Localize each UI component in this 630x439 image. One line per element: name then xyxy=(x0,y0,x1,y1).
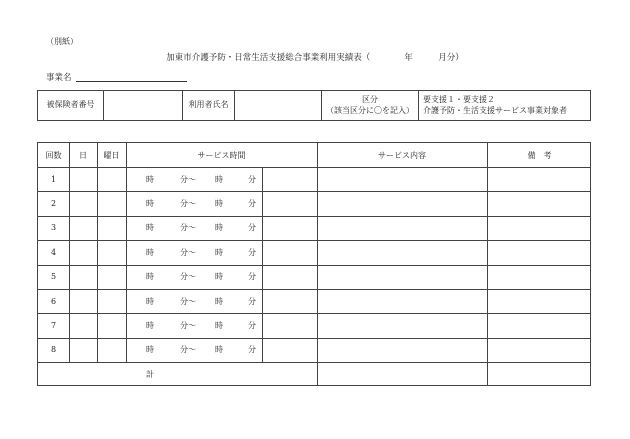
weekday-field[interactable] xyxy=(97,216,126,240)
time-hour-unit: 時 xyxy=(146,247,154,257)
user-name-field[interactable] xyxy=(235,91,322,120)
time-hour-unit: 時 xyxy=(146,272,154,282)
time-hour-unit: 時 xyxy=(146,296,154,306)
column-divider xyxy=(126,143,127,362)
day-field[interactable] xyxy=(69,265,97,289)
target-users-option[interactable]: 介護予防・生活支援サービス事業対象者 xyxy=(423,105,567,115)
time-minute-tilde-unit: 分〜 xyxy=(180,199,196,209)
remarks-field[interactable] xyxy=(487,191,592,215)
time-minute-unit: 分 xyxy=(248,199,256,209)
header-remarks: 備 考 xyxy=(527,150,552,160)
category-options[interactable] xyxy=(419,91,592,120)
weekday-field[interactable] xyxy=(97,313,126,337)
total-label: 計 xyxy=(146,370,154,379)
time-hour-unit: 時 xyxy=(146,345,154,355)
weekday-field[interactable] xyxy=(97,240,126,264)
service-content-field[interactable] xyxy=(317,216,487,240)
category-cell xyxy=(322,91,419,120)
row-divider xyxy=(38,216,590,217)
row-number: 7 xyxy=(50,321,57,331)
time-hour-unit: 時 xyxy=(215,345,223,355)
header-count: 回数 xyxy=(45,150,62,160)
remarks-field[interactable] xyxy=(487,240,592,264)
day-field[interactable] xyxy=(69,338,97,362)
service-content-field[interactable] xyxy=(317,289,487,313)
row-divider xyxy=(38,313,590,314)
row-divider xyxy=(38,240,590,241)
time-minute-unit: 分 xyxy=(248,223,256,233)
time-hour-unit: 時 xyxy=(215,247,223,257)
service-content-field[interactable] xyxy=(317,240,487,264)
weekday-field[interactable] xyxy=(97,265,126,289)
user-name-label: 利用者氏名 xyxy=(183,91,235,120)
row-number: 4 xyxy=(50,247,57,257)
remarks-field[interactable] xyxy=(487,265,592,289)
time-hour-unit: 時 xyxy=(215,223,223,233)
service-content-field[interactable] xyxy=(317,265,487,289)
row-divider xyxy=(38,289,590,290)
row-divider xyxy=(38,338,590,339)
service-record-table xyxy=(37,142,591,386)
time-hour-unit: 時 xyxy=(146,223,154,233)
weekday-field[interactable] xyxy=(97,289,126,313)
insured-number-field[interactable] xyxy=(104,91,183,120)
page-title: 加東市介護予防・日常生活支援総合事業利用実績表（ 年 月分） xyxy=(166,53,464,63)
time-minute-unit: 分 xyxy=(248,272,256,282)
weekday-field[interactable] xyxy=(97,191,126,215)
time-hour-unit: 時 xyxy=(146,321,154,331)
appendix-label: （別紙） xyxy=(46,37,78,46)
time-minute-unit: 分 xyxy=(248,174,256,184)
time-minute-tilde-unit: 分〜 xyxy=(180,223,196,233)
row-number: 6 xyxy=(50,296,57,306)
service-content-field[interactable] xyxy=(317,191,487,215)
time-minute-tilde-unit: 分〜 xyxy=(180,272,196,282)
service-content-field[interactable] xyxy=(317,313,487,337)
day-field[interactable] xyxy=(69,313,97,337)
time-hour-unit: 時 xyxy=(215,174,223,184)
business-name-field[interactable] xyxy=(76,81,187,82)
remarks-field[interactable] xyxy=(487,216,592,240)
day-field[interactable] xyxy=(69,167,97,191)
header-day: 日 xyxy=(79,150,87,160)
row-divider xyxy=(38,167,590,168)
header-weekday: 曜日 xyxy=(103,150,120,160)
column-divider xyxy=(69,143,70,362)
row-divider xyxy=(38,362,590,363)
row-divider xyxy=(38,191,590,192)
insured-number-label: 被保険者番号 xyxy=(38,91,104,120)
time-minute-unit: 分 xyxy=(248,321,256,331)
row-number: 5 xyxy=(50,272,57,282)
row-number: 1 xyxy=(50,174,57,184)
row-divider xyxy=(38,265,590,266)
time-subdivider xyxy=(262,167,263,362)
service-content-field[interactable] xyxy=(317,167,487,191)
header-service-time: サービス時間 xyxy=(197,150,246,160)
day-field[interactable] xyxy=(69,289,97,313)
weekday-field[interactable] xyxy=(97,167,126,191)
time-minute-tilde-unit: 分〜 xyxy=(180,174,196,184)
header-service-content: サービス内容 xyxy=(378,150,426,160)
time-minute-unit: 分 xyxy=(248,345,256,355)
row-number: 2 xyxy=(50,199,57,209)
time-minute-unit: 分 xyxy=(248,247,256,257)
info-table xyxy=(37,90,591,121)
weekday-field[interactable] xyxy=(97,338,126,362)
time-hour-unit: 時 xyxy=(215,272,223,282)
time-hour-unit: 時 xyxy=(215,321,223,331)
column-divider xyxy=(317,143,318,385)
time-minute-unit: 分 xyxy=(248,296,256,306)
time-hour-unit: 時 xyxy=(146,199,154,209)
row-number: 3 xyxy=(50,223,57,233)
time-minute-tilde-unit: 分〜 xyxy=(180,321,196,331)
time-hour-unit: 時 xyxy=(215,199,223,209)
row-number: 8 xyxy=(50,345,57,355)
time-minute-tilde-unit: 分〜 xyxy=(180,345,196,355)
time-hour-unit: 時 xyxy=(146,174,154,184)
day-field[interactable] xyxy=(69,240,97,264)
remarks-field[interactable] xyxy=(487,313,592,337)
day-field[interactable] xyxy=(69,191,97,215)
time-minute-tilde-unit: 分〜 xyxy=(180,296,196,306)
business-name-label: 事業名 xyxy=(46,73,72,83)
column-divider xyxy=(487,143,488,385)
service-content-field[interactable] xyxy=(317,338,487,362)
day-field[interactable] xyxy=(69,216,97,240)
remarks-field[interactable] xyxy=(487,167,592,191)
support-levels-option[interactable]: 要支援１・要支援２ xyxy=(423,94,495,104)
time-hour-unit: 時 xyxy=(215,296,223,306)
category-note: （該当区分に〇を記入） xyxy=(326,105,414,115)
category-label: 区分 xyxy=(362,94,378,104)
column-divider xyxy=(97,143,98,362)
remarks-field[interactable] xyxy=(487,338,592,362)
remarks-field[interactable] xyxy=(487,289,592,313)
time-minute-tilde-unit: 分〜 xyxy=(180,247,196,257)
